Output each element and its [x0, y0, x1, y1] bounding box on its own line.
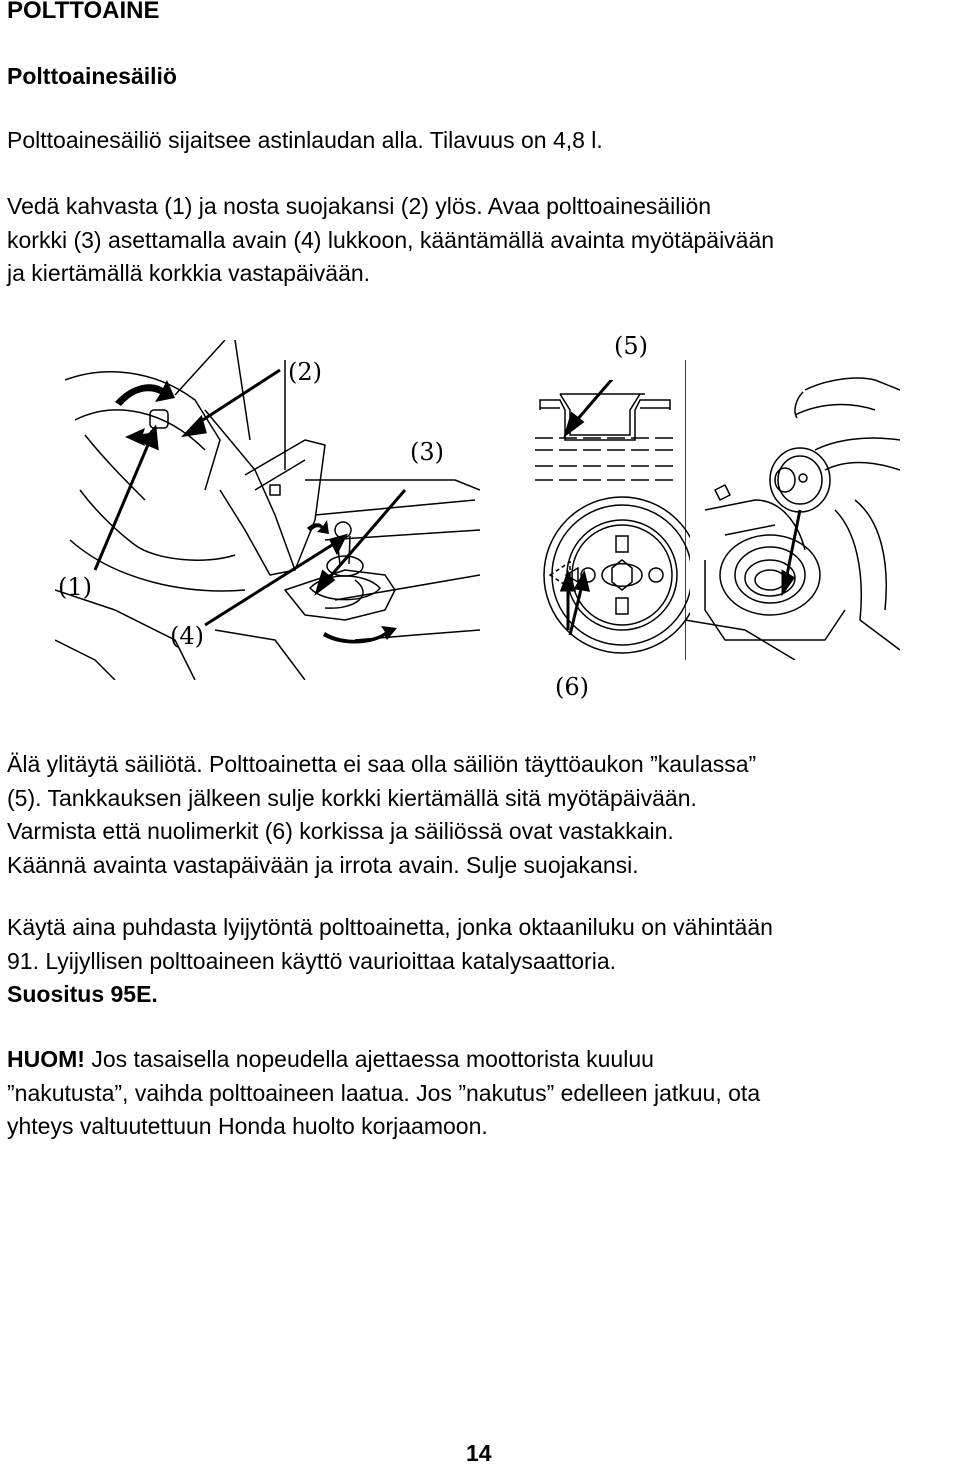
paragraph-line: korkki (3) asettamalla avain (4) lukkoon, kääntämällä avainta myötäpäivään — [7, 226, 775, 253]
label-6: (6) — [555, 673, 589, 701]
paragraph-line: ja kiertämällä korkkia vastapäivään. — [7, 260, 371, 286]
paragraph-line: ”nakutusta”, vaihda polttoaineen laatua. Jos ”nakutus” edelleen jatkuu, ota — [7, 1079, 761, 1106]
page-title: POLTTOAINE — [7, 0, 160, 24]
label-3: (3) — [410, 438, 444, 466]
figure-labels — [0, 330, 960, 710]
label-2: (2) — [288, 358, 322, 386]
note-label: HUOM! — [7, 1046, 85, 1072]
paragraph-line: Älä ylitäytä säiliötä. Polttoainetta ei saa olla säiliön täyttöaukon ”kaulassa” — [7, 751, 757, 777]
paragraph-line: Vedä kahvasta (1) ja nosta suojakansi (2) ylös. Avaa polttoainesäiliön — [7, 193, 712, 219]
paragraph-line: Jos tasaisella nopeudella ajettaessa moottorista kuuluu — [84, 1046, 654, 1072]
paragraph-line: Käännä avainta vastapäivään ja irrota avain. Sulje suojakansi. — [7, 851, 639, 878]
paragraph-line: (5). Tankkauksen jälkeen sulje korkki kiertämällä sitä myötäpäivään. — [7, 784, 697, 811]
paragraph-note — [7, 1043, 760, 1144]
paragraph-fuel-type — [7, 911, 773, 1012]
paragraph-opening — [7, 190, 774, 291]
label-4: (4) — [170, 622, 204, 650]
paragraph-capacity: Polttoainesäiliö sijaitsee astinlaudan alla. Tilavuus on 4,8 l. — [7, 127, 603, 153]
paragraph-line: Varmista että nuolimerkit (6) korkissa ja säiliössä ovat vastakkain. — [7, 818, 674, 844]
section-subtitle: Polttoainesäiliö — [7, 63, 177, 89]
label-5: (5) — [614, 332, 648, 360]
paragraph-line: yhteys valtuutettuun Honda huolto korjaamoon. — [7, 1113, 488, 1139]
label-1: (1) — [58, 573, 92, 601]
paragraph-line: Käytä aina puhdasta lyijytöntä polttoainetta, jonka oktaaniluku on vähintään — [7, 914, 773, 940]
recommendation: Suositus 95E. — [7, 981, 158, 1007]
page-number: 14 — [466, 1440, 492, 1466]
paragraph-overfill — [7, 748, 756, 882]
paragraph-line: 91. Lyijyllisen polttoaineen käyttö vaurioittaa katalysaattoria. — [7, 947, 616, 974]
